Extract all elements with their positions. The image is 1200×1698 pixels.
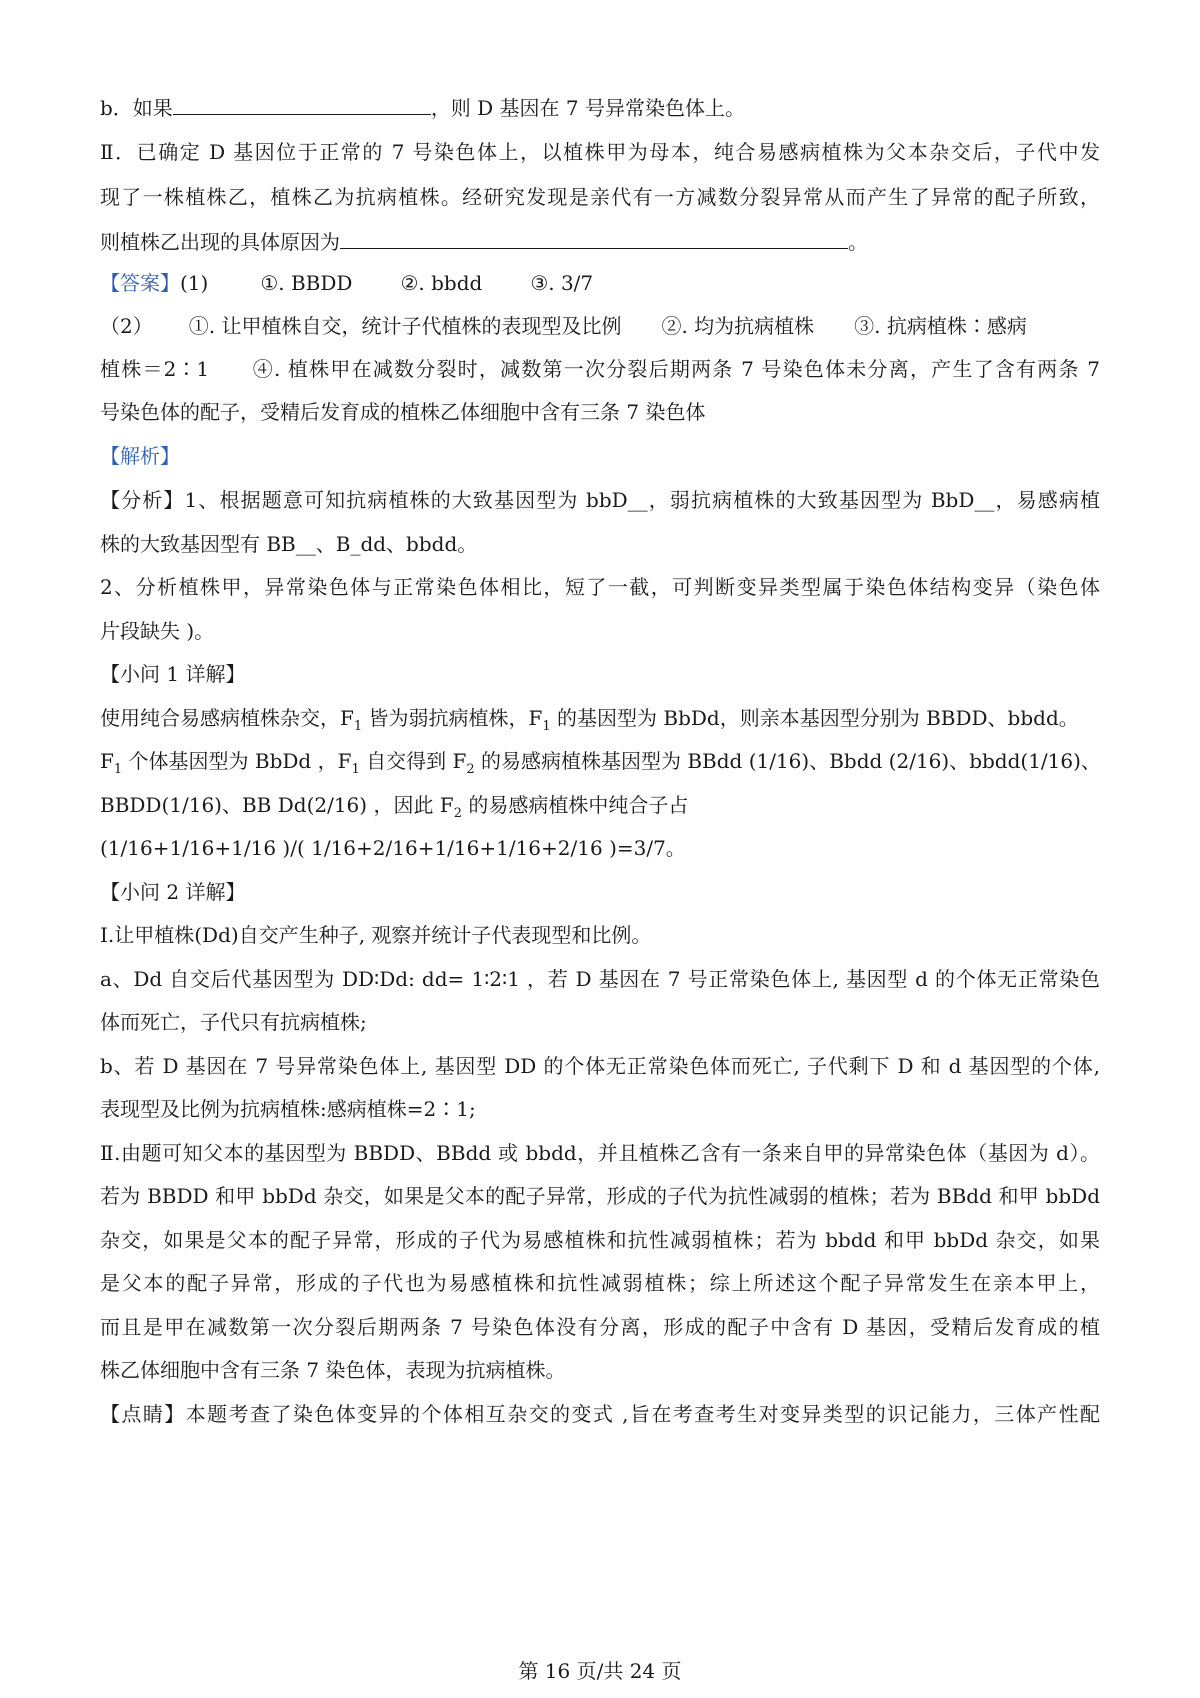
detail-2-line-4: b、若 D 基因在 7 号异常染色体上, 基因型 DD 的个体无正常染色体而死亡, 子代剩下 D 和 d 基因型的个体, (100, 1054, 1100, 1078)
detail-2-title: 【小问 2 详解】 (100, 880, 246, 904)
answer-1-3: ③. 3/7 (530, 271, 594, 295)
question-2-line-1: Ⅱ．已确定 D 基因位于正常的 7 号染色体上，以植株甲为母本，纯合易感病植株为父本杂交后，子代中发 (100, 140, 1100, 164)
detail-2-line-7: 若为 BBDD 和甲 bbDd 杂交，如果是父本的配子异常，形成的子代为抗性减弱的植株；若为 BBdd 和甲 bbDd (100, 1184, 1100, 1208)
comment-line (100, 1399, 1100, 1429)
analysis-label: 【分析】 (100, 488, 185, 512)
question-2-line-2: 现了一株植株乙，植株乙为抗病植株。经研究发现是亲代有一方减数分裂异常从而产生了异常的配子所致， (100, 185, 1100, 209)
answer-line-2 (100, 311, 1100, 341)
detail-1-line-2 (100, 746, 1100, 776)
detail-2-line-5: 表现型及比例为抗病植株:感病植株=2∶1; (100, 1097, 476, 1121)
detail-1-text: 的易感病植株中纯合子占 (461, 793, 689, 817)
analysis-text-1: 1、根据题意可知抗病植株的大致基因型为 bbD__，弱抗病植株的大致基因型为 BbD__，易感病植 (184, 488, 1101, 512)
detail-1-title: 【小问 1 详解】 (100, 662, 246, 686)
q2-line3-prefix: 则植株乙出现的具体原因为 (100, 230, 340, 254)
detail-1-text: 个体基因型为 BbDd ，F (122, 749, 352, 773)
answer-line-1 (100, 268, 1100, 298)
q1b-suffix: ，则 D 基因在 7 号异常染色体上。 (430, 96, 746, 120)
q1b-prefix: b．如果 (100, 96, 173, 120)
answer-blank (173, 92, 431, 115)
detail-2-line-6: Ⅱ.由题可知父本的基因型为 BBDD、BBdd 或 bbdd，并且植株乙含有一条来自甲的异常染色体（基因为 d）。 (100, 1141, 1100, 1165)
answer-2-2: ②. 均为抗病植株 (661, 314, 815, 338)
answer-2-1: ①. 让甲植株自交，统计子代植株的表现型及比例 (188, 314, 622, 338)
answer-1-2: ②. bbdd (400, 271, 483, 295)
detail-2-line-11: 株乙体细胞中含有三条 7 染色体，表现为抗病植株。 (100, 1358, 566, 1382)
analysis-line-3: 2、分析植株甲，异常染色体与正常染色体相比，短了一截，可判断变异类型属于染色体结构变异（染色体 (100, 575, 1100, 599)
subscript: 2 (453, 806, 462, 821)
detail-1-line-3 (100, 790, 1100, 820)
detail-2-line-9: 是父本的配子异常，形成的子代也为易感植株和抗性减弱植株；综上所述这个配子异常发生在亲本甲上， (100, 1271, 1100, 1295)
analysis-heading: 【解析】 (100, 444, 180, 468)
subscript: 2 (466, 762, 475, 777)
answer-line-4: 号染色体的配子，受精后发育成的植株乙体细胞中含有三条 7 染色体 (100, 400, 706, 424)
detail-2-line-8: 杂交，如果是父本的配子异常，形成的子代为易感植株和抗性减弱植株；若为 bbdd 和甲 bbDd 杂交，如果 (100, 1228, 1100, 1252)
subscript: 1 (353, 719, 363, 734)
analysis-line-2: 株的大致基因型有 BB__、B_dd、bbdd。 (100, 532, 478, 556)
answer-blank (340, 226, 848, 249)
answer-label: 【答案】 (100, 271, 180, 295)
answer-2-3: ③. 抗病植株∶感病 (854, 314, 1027, 338)
answer-line-3: 植株＝2∶1 ④. 植株甲在减数分裂时，减数第一次分裂后期两条 7 号染色体未分离，产生了含有两条 7 (100, 357, 1100, 381)
detail-1-line-1 (100, 703, 1100, 733)
analysis-line-1 (100, 485, 1100, 515)
detail-1-text: F (100, 749, 114, 773)
detail-1-text: 自交得到 F (359, 749, 467, 773)
detail-1-text: 的易感病植株基因型为 BBdd (1/16)、Bbdd (2/16)、bbdd(1/16)、 (474, 749, 1101, 773)
detail-2-line-1: Ⅰ.让甲植株(Dd)自交产生种子, 观察并统计子代表现型和比例。 (100, 923, 652, 947)
question-2-line-3 (100, 226, 1100, 257)
detail-1-text: 的基因型为 BbDd，则亲本基因型分别为 BBDD、bbdd。 (550, 706, 1079, 730)
detail-1-text: 使用纯合易感病植株杂交，F (100, 706, 354, 730)
detail-1-text: 皆为弱抗病植株，F (362, 706, 543, 730)
subscript: 1 (542, 719, 551, 734)
answer-part2-number: （2） (100, 314, 153, 338)
detail-1-text: BBDD(1/16)、BB Dd(2/16) ，因此 F (100, 793, 454, 817)
page-footer: 第 16 页/共 24 页 (518, 1659, 682, 1683)
subscript: 1 (351, 762, 360, 777)
q2-line3-suffix: 。 (848, 230, 868, 254)
subscript: 1 (113, 762, 123, 777)
answer-part1-number: (1) (180, 271, 209, 295)
detail-2-line-2: a、Dd 自交后代基因型为 DD∶Dd: dd= 1∶2∶1 ，若 D 基因在 7 号正常染色体上, 基因型 d 的个体无正常染色 (100, 967, 1100, 991)
comment-label: 【点睛】 (100, 1402, 186, 1426)
question-1b-line (100, 92, 1100, 123)
answer-1-1: ①. BBDD (260, 271, 353, 295)
detail-1-line-4: (1/16+1/16+1/16 )/( 1/16+2/16+1/16+1/16+2/16 )=3/7。 (100, 836, 686, 860)
analysis-line-4: 片段缺失 )。 (100, 619, 215, 643)
detail-2-line-10: 而且是甲在减数第一次分裂后期两条 7 号染色体没有分离，形成的配子中含有 D 基因，受精后发育成的植 (100, 1315, 1100, 1339)
detail-2-line-3: 体而死亡，子代只有抗病植株; (100, 1010, 367, 1034)
comment-text: 本题考查了染色体变异的个体相互杂交的变式 ,旨在考查考生对变异类型的识记能力，三体产性配 (185, 1402, 1101, 1426)
